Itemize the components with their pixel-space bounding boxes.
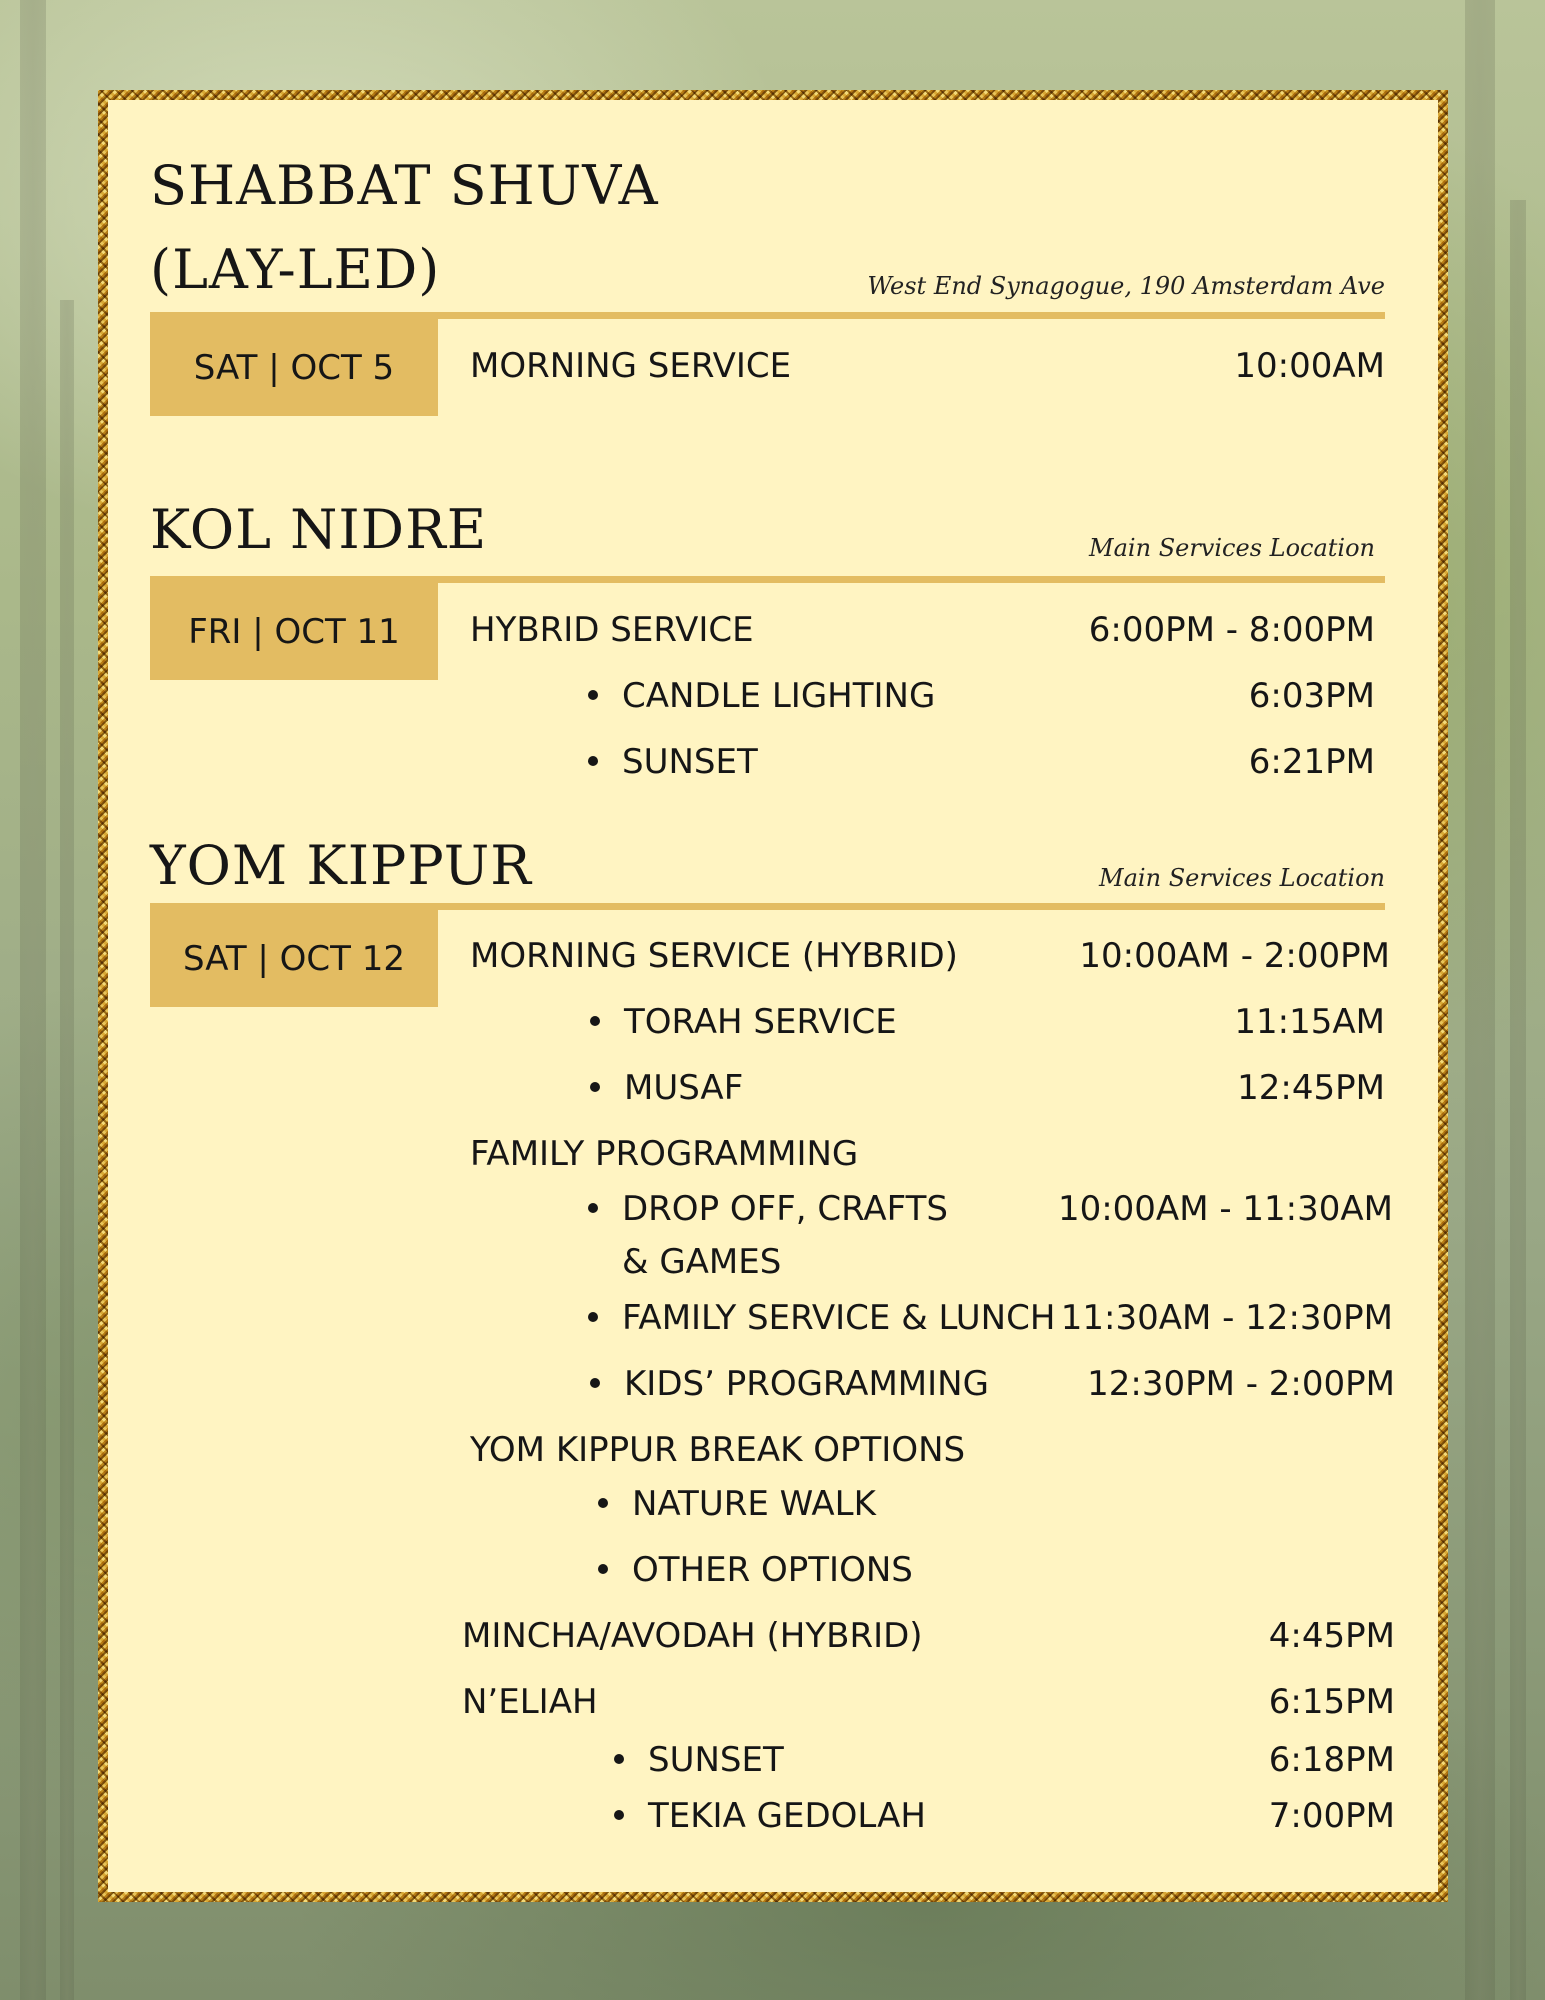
bullet-icon bbox=[590, 1082, 600, 1092]
schedule-row bbox=[0, 608, 1545, 652]
schedule-row bbox=[0, 674, 1545, 718]
section-location: Main Services Location bbox=[1089, 534, 1375, 562]
schedule-row bbox=[0, 1362, 1545, 1406]
bullet-icon bbox=[590, 1016, 600, 1026]
group-label: FAMILY PROGRAMMING bbox=[470, 1134, 859, 1174]
section-location: Main Services Location bbox=[1099, 864, 1385, 892]
bullet-icon bbox=[590, 1378, 600, 1388]
event-label-bulleted: SUNSET bbox=[614, 1738, 784, 1782]
event-label-bulleted: NATURE WALK bbox=[598, 1482, 876, 1526]
event-time: 7:00PM bbox=[1268, 1796, 1395, 1836]
bullet-icon bbox=[588, 756, 598, 766]
section-divider bbox=[150, 312, 1385, 319]
event-label: MORNING SERVICE (HYBRID) bbox=[470, 936, 958, 976]
bullet-icon bbox=[614, 1810, 624, 1820]
event-time: 6:00PM - 8:00PM bbox=[1088, 610, 1375, 650]
schedule-row bbox=[0, 1680, 1545, 1724]
schedule-row bbox=[0, 344, 1545, 388]
event-label-bulleted: FAMILY SERVICE & LUNCH bbox=[588, 1296, 1055, 1340]
schedule-row bbox=[0, 1482, 1545, 1526]
event-time: 12:30PM - 2:00PM bbox=[1087, 1364, 1395, 1404]
bullet-icon bbox=[588, 690, 598, 700]
event-time: 11:30AM - 12:30PM bbox=[1060, 1298, 1393, 1338]
section-title-yom-kippur: YOM KIPPUR bbox=[150, 834, 532, 897]
event-time: 12:45PM bbox=[1237, 1068, 1385, 1108]
event-label-bulleted: TEKIA GEDOLAH bbox=[614, 1794, 926, 1838]
event-label-bulleted: CANDLE LIGHTING bbox=[588, 674, 935, 718]
event-label: MORNING SERVICE bbox=[470, 346, 792, 386]
event-time: 10:00AM - 11:30AM bbox=[1057, 1189, 1393, 1229]
schedule-row bbox=[0, 1187, 1545, 1231]
schedule-row bbox=[0, 1132, 1545, 1176]
bullet-icon bbox=[588, 1312, 598, 1322]
event-label-bulleted: OTHER OPTIONS bbox=[598, 1548, 913, 1592]
section-title-kol-nidre: KOL NIDRE bbox=[150, 498, 488, 561]
event-label: MINCHA/AVODAH (HYBRID) bbox=[462, 1616, 923, 1656]
section-title-shabbat-shuva: SHABBAT SHUVA bbox=[150, 154, 659, 217]
bullet-icon bbox=[588, 1203, 598, 1213]
event-label-bulleted: SUNSET bbox=[588, 740, 758, 784]
schedule-row bbox=[0, 1296, 1545, 1340]
group-label: YOM KIPPUR BREAK OPTIONS bbox=[470, 1430, 966, 1470]
bullet-icon bbox=[614, 1754, 624, 1764]
event-label-bulleted: KIDS’ PROGRAMMING bbox=[590, 1362, 989, 1406]
schedule-row bbox=[0, 934, 1545, 978]
date-badge: SAT | OCT 12 bbox=[150, 910, 438, 1007]
schedule-row bbox=[0, 740, 1545, 784]
event-label-bulleted: MUSAF bbox=[590, 1066, 743, 1110]
event-time: 6:03PM bbox=[1248, 676, 1375, 716]
bullet-icon bbox=[598, 1564, 608, 1574]
section-divider bbox=[150, 576, 1385, 583]
event-time: 11:15AM bbox=[1234, 1002, 1385, 1042]
schedule-row bbox=[0, 1000, 1545, 1044]
section-divider bbox=[150, 903, 1385, 910]
schedule-row bbox=[0, 1428, 1545, 1472]
section-subtitle-lay-led: (LAY-LED) bbox=[150, 238, 441, 301]
event-label: HYBRID SERVICE bbox=[470, 610, 754, 650]
bullet-icon bbox=[598, 1498, 608, 1508]
event-label-line2: & GAMES bbox=[622, 1242, 782, 1282]
schedule-row bbox=[0, 1738, 1545, 1782]
schedule-row bbox=[0, 1794, 1545, 1838]
schedule-row bbox=[0, 1066, 1545, 1110]
schedule-row-continuation bbox=[0, 1240, 1545, 1284]
event-label-bulleted: DROP OFF, CRAFTS bbox=[588, 1187, 948, 1231]
event-time: 6:15PM bbox=[1268, 1682, 1395, 1722]
event-time: 4:45PM bbox=[1268, 1616, 1395, 1656]
event-time: 6:21PM bbox=[1248, 742, 1375, 782]
event-time: 6:18PM bbox=[1268, 1740, 1395, 1780]
event-time: 10:00AM bbox=[1234, 346, 1385, 386]
schedule-row bbox=[0, 1614, 1545, 1658]
section-location: West End Synagogue, 190 Amsterdam Ave bbox=[867, 272, 1385, 300]
event-label: N’ELIAH bbox=[462, 1682, 598, 1722]
event-time: 10:00AM - 2:00PM bbox=[1079, 936, 1390, 976]
date-badge: FRI | OCT 11 bbox=[150, 583, 438, 680]
date-badge: SAT | OCT 5 bbox=[150, 319, 438, 416]
schedule-row bbox=[0, 1548, 1545, 1592]
event-label-bulleted: TORAH SERVICE bbox=[590, 1000, 897, 1044]
